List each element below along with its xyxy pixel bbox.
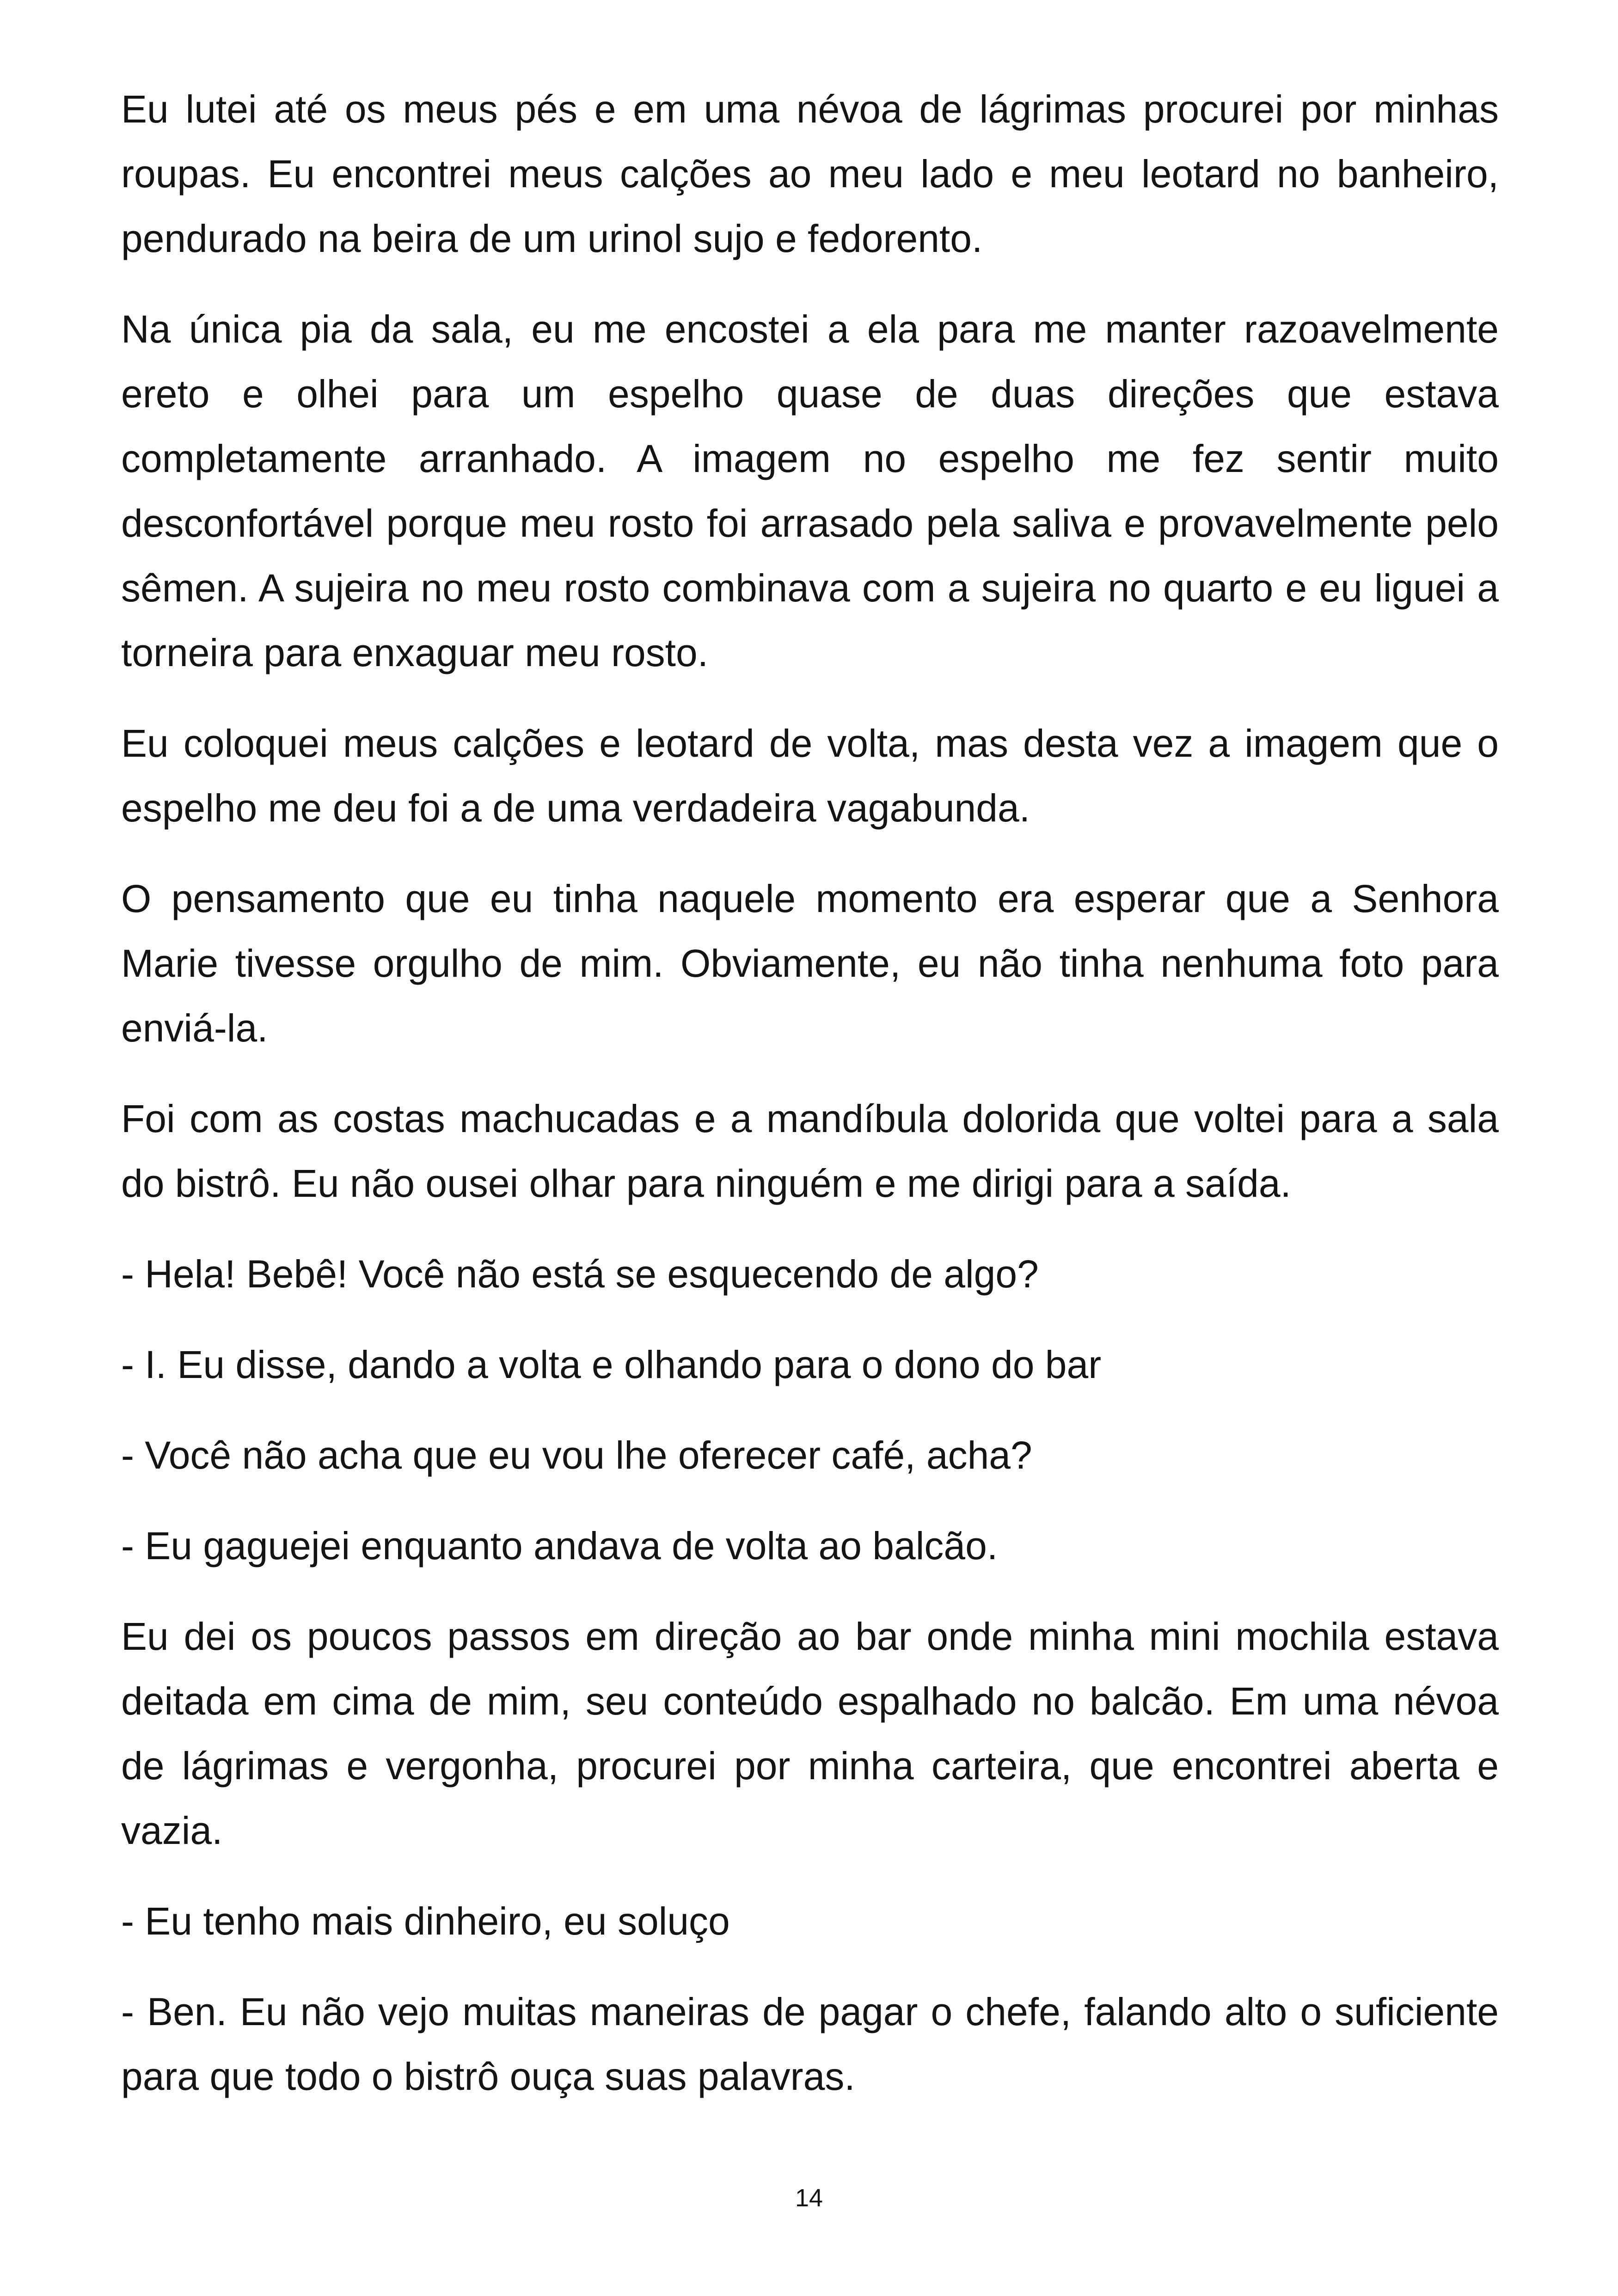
- dialogue-line-4: - Eu gaguejei enquanto andava de volta ao balcão.: [121, 1524, 998, 1567]
- dialogue-line-3: - Você não acha que eu vou lhe oferecer café, acha?: [121, 1433, 1032, 1477]
- paragraph-6: Eu dei os poucos passos em direção ao bar onde minha mini mochila estava deitada em cima de mim, seu conteúdo espalhado no balcão. Em uma névoa de lágrimas e vergonha, procurei por minha carteira, que encontrei aberta e vazia.: [121, 1615, 1499, 1852]
- paragraph-2: Na única pia da sala, eu me encostei a ela para me manter razoavelmente ereto e olhei para um espelho quase de duas direções que estava completamente arranhado. A imagem no espelho me fez sentir muito desconfortável porque meu rosto foi arrasado pela saliva e provavelmente pelo sêmen. A sujeira no meu rosto combinava com a sujeira no quarto e eu liguei a torneira para enxaguar meu rosto.: [121, 307, 1499, 674]
- page-number: 14: [795, 2184, 823, 2212]
- body-text: [121, 77, 1499, 2135]
- paragraph-3: Eu coloquei meus calções e leotard de volta, mas desta vez a imagem que o espelho me deu foi a de uma verdadeira vagabunda.: [121, 722, 1499, 830]
- paragraph-4: O pensamento que eu tinha naquele momento era esperar que a Senhora Marie tivesse orgulho de mim. Obviamente, eu não tinha nenhuma foto para enviá-la.: [121, 877, 1499, 1050]
- dialogue-line-6: - Ben. Eu não vejo muitas maneiras de pagar o chefe, falando alto o suficiente para que todo o bistrô ouça suas palavras.: [121, 1990, 1499, 2098]
- paragraph-5: Foi com as costas machucadas e a mandíbula dolorida que voltei para a sala do bistrô. Eu não ousei olhar para ninguém e me dirigi para a saída.: [121, 1097, 1499, 1205]
- dialogue-line-1: - Hela! Bebê! Você não está se esquecendo de algo?: [121, 1252, 1039, 1296]
- paragraph-1: Eu lutei até os meus pés e em uma névoa de lágrimas procurei por minhas roupas. Eu encontrei meus calções ao meu lado e meu leotard no banheiro, pendurado na beira de um urinol sujo e fedorento.: [121, 87, 1499, 260]
- dialogue-line-5: - Eu tenho mais dinheiro, eu soluço: [121, 1899, 730, 1943]
- dialogue-line-2: - I. Eu disse, dando a volta e olhando para o dono do bar: [121, 1343, 1102, 1386]
